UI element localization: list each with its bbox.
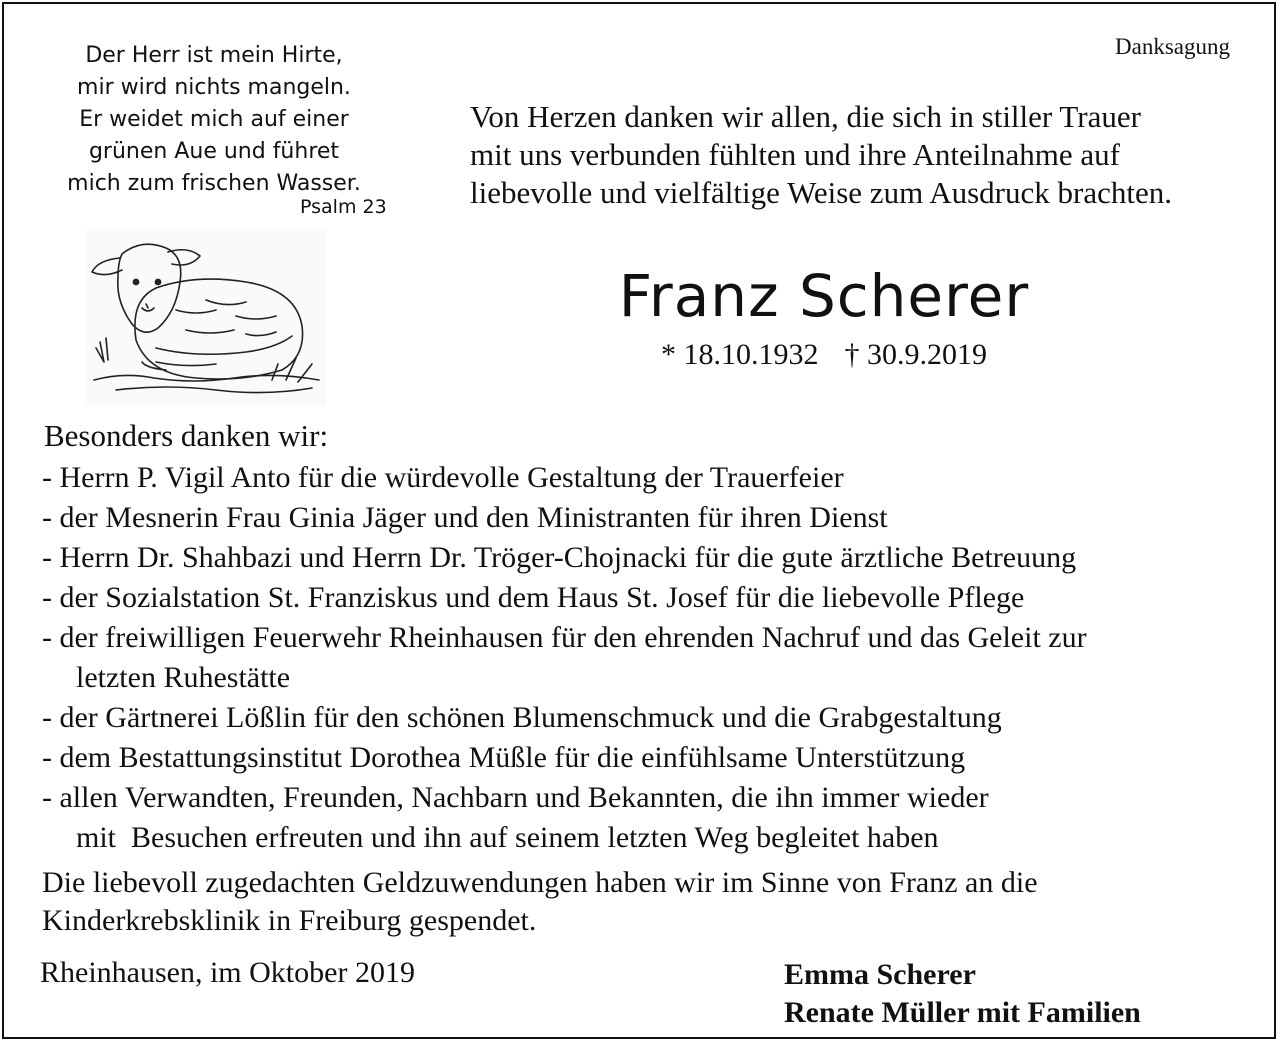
thanks-item: - der Sozialstation St. Franziskus und dem Haus St. Josef für die liebevolle Pflege (42, 581, 1025, 614)
thanks-item: - allen Verwandten, Freunden, Nachbarn und Bekannten, die ihn immer wieder (42, 781, 989, 814)
lamb-icon (86, 230, 326, 405)
intro-line: mit uns verbunden fühlten und ihre Anteilnahme auf (470, 137, 1120, 172)
life-dates (524, 338, 1124, 372)
thanks-heading: Besonders danken wir: (44, 418, 329, 453)
signature-line: Emma Scherer (784, 958, 976, 991)
thanks-item: - der freiwilligen Feuerwehr Rheinhausen für den ehrenden Nachruf und das Geleit zur (42, 621, 1087, 654)
psalm-line: mich zum frischen Wasser. (67, 171, 361, 196)
psalm-line: mir wird nichts mangeln. (77, 75, 351, 100)
obituary-frame (2, 2, 1276, 1039)
thanks-item-continuation: letzten Ruhestätte (61, 661, 291, 694)
signature-line: Renate Müller mit Familien (784, 996, 1141, 1029)
signatures (784, 956, 1141, 1032)
donation-line: Kinderkrebsklinik in Freiburg gespendet. (42, 904, 537, 937)
psalm-verse (34, 40, 394, 200)
psalm-line: Der Herr ist mein Hirte, (85, 43, 343, 68)
psalm-reference: Psalm 23 (300, 196, 387, 218)
death-date: † 30.9.2019 (844, 338, 987, 371)
notice-type-label: Danksagung (1115, 34, 1230, 59)
deceased-name: Franz Scherer (618, 262, 1030, 330)
place-date: Rheinhausen, im Oktober 2019 (40, 956, 415, 989)
thanks-list (42, 458, 1262, 858)
thanks-item: - der Gärtnerei Lößlin für den schönen Blumenschmuck und die Grabgestaltung (42, 701, 1002, 734)
donation-line: Die liebevoll zugedachten Geldzuwendungen haben wir im Sinne von Franz an die (42, 866, 1038, 899)
intro-line: Von Herzen danken wir allen, die sich in stiller Trauer (470, 99, 1141, 134)
thanks-item-continuation: mit Besuchen erfreuten und ihn auf seinem letzten Weg begleitet haben (61, 821, 939, 854)
birth-date: * 18.10.1932 (661, 338, 819, 371)
thanks-item: - dem Bestattungsinstitut Dorothea Müßle für die einfühlsame Unterstützung (42, 741, 966, 774)
psalm-line: Er weidet mich auf einer (79, 107, 349, 132)
intro-text (470, 98, 1250, 212)
thanks-item: - Herrn P. Vigil Anto für die würdevolle Gestaltung der Trauerfeier (42, 461, 844, 494)
intro-line: liebevolle und vielfältige Weise zum Ausdruck brachten. (470, 175, 1172, 210)
psalm-line: grünen Aue und führet (88, 139, 340, 164)
thanks-item: - Herrn Dr. Shahbazi und Herrn Dr. Tröger-Chojnacki für die gute ärztliche Betreuung (42, 541, 1077, 574)
thanks-item: - der Mesnerin Frau Ginia Jäger und den Ministranten für ihren Dienst (42, 501, 888, 534)
donation-note (42, 864, 1262, 940)
